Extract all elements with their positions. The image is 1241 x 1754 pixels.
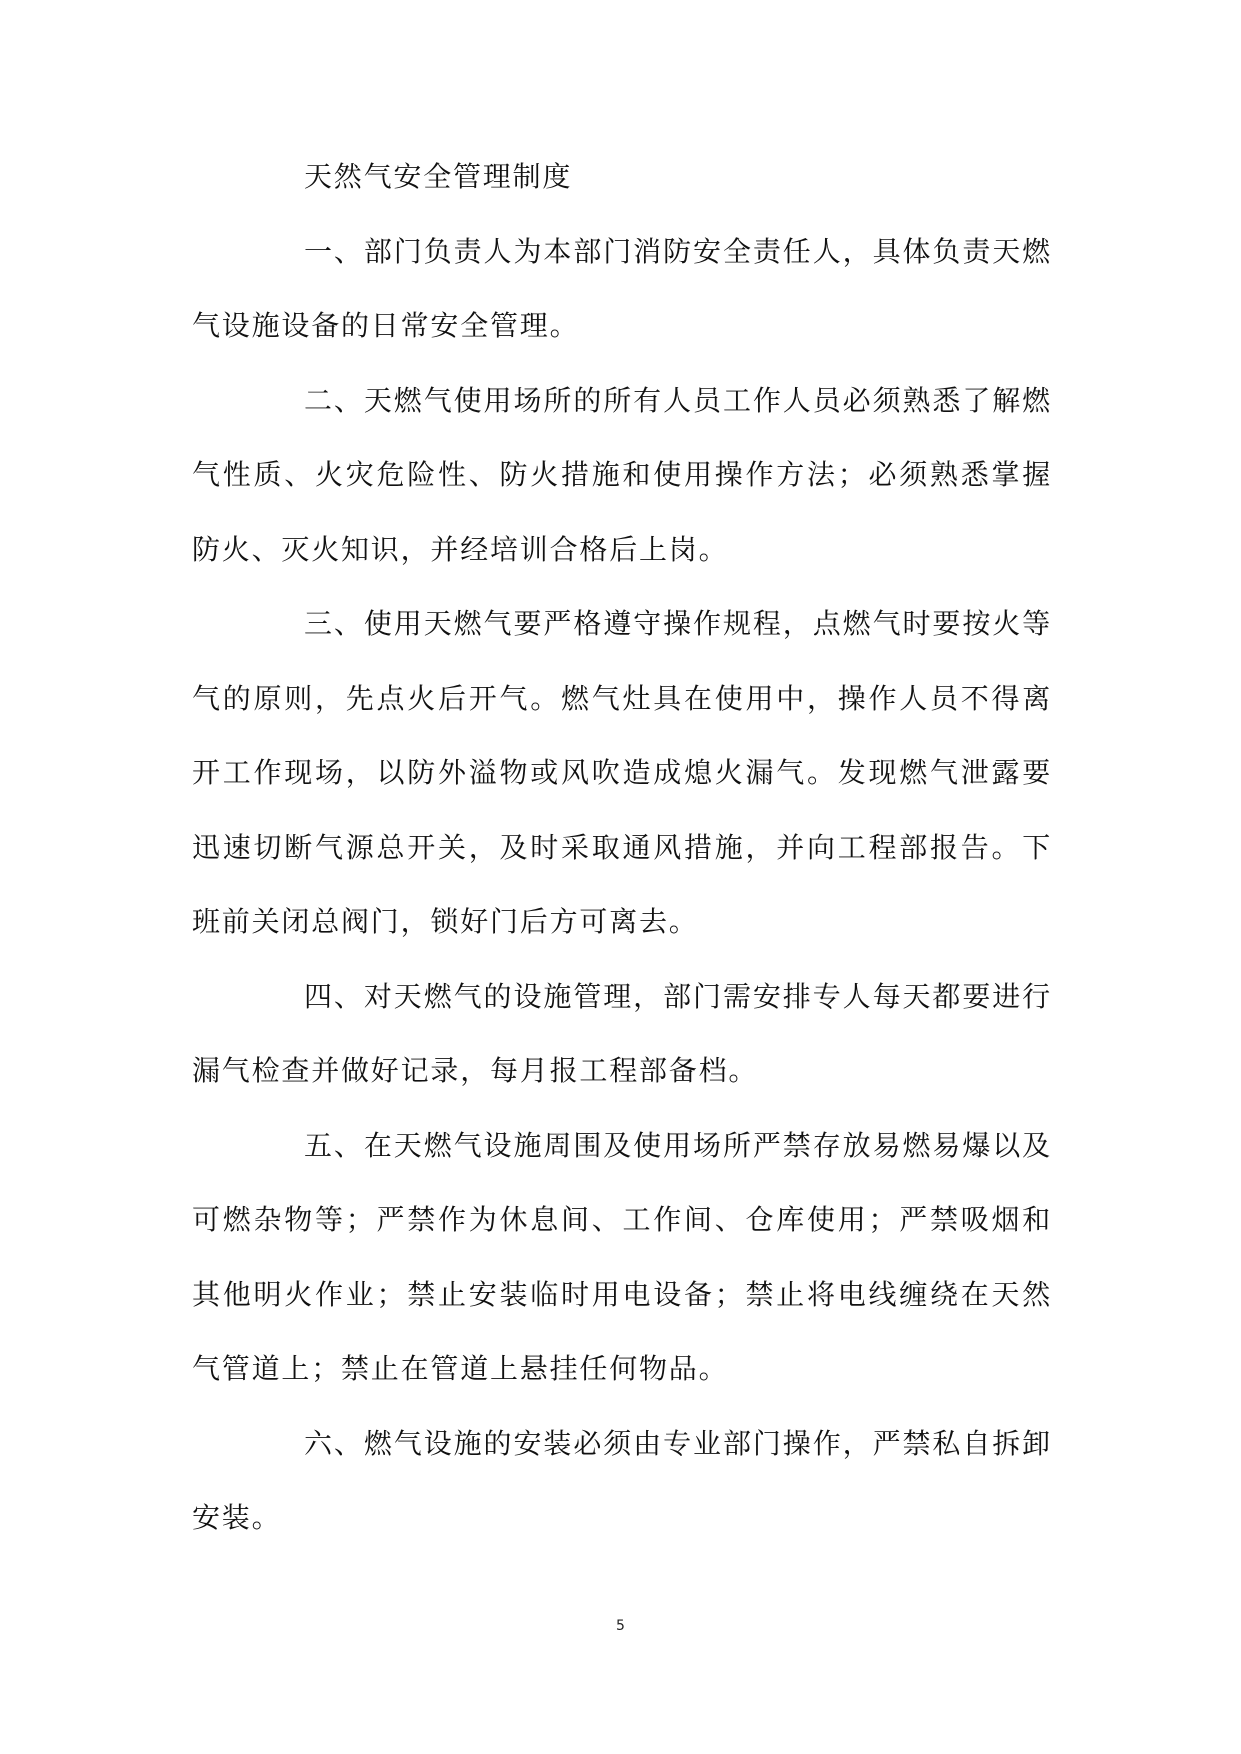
- paragraph-6: 六、燃气设施的安装必须由专业部门操作，严禁私自拆卸安装。: [192, 1426, 1052, 1534]
- document-title: 天然气安全管理制度: [304, 160, 573, 193]
- paragraph-1: 一、部门负责人为本部门消防安全责任人，具体负责天燃气设施设备的日常安全管理。: [192, 234, 1052, 342]
- page-number: 5: [616, 1618, 625, 1634]
- paragraph-5: 五、在天燃气设施周围及使用场所严禁存放易燃易爆以及可燃杂物等；严禁作为休息间、工作间、仓库使用；严禁吸烟和其他明火作业；禁止安装临时用电设备；禁止将电线缠绕在天然气管道上；禁止在管道上悬挂任何物品。: [192, 1128, 1052, 1385]
- paragraph-4: 四、对天燃气的设施管理，部门需安排专人每天都要进行漏气检查并做好记录，每月报工程部备档。: [192, 979, 1052, 1087]
- paragraph-2: 二、天燃气使用场所的所有人员工作人员必须熟悉了解燃气性质、火灾危险性、防火措施和使用操作方法；必须熟悉掌握防火、灭火知识，并经培训合格后上岗。: [192, 383, 1052, 566]
- paragraph-3: 三、使用天燃气要严格遵守操作规程，点燃气时要按火等气的原则，先点火后开气。燃气灶具在使用中，操作人员不得离开工作现场，以防外溢物或风吹造成熄火漏气。发现燃气泄露要迅速切断气源总开关，及时采取通风措施，并向工程部报告。下班前关闭总阀门，锁好门后方可离去。: [192, 607, 1052, 938]
- document-body: [192, 140, 1052, 1556]
